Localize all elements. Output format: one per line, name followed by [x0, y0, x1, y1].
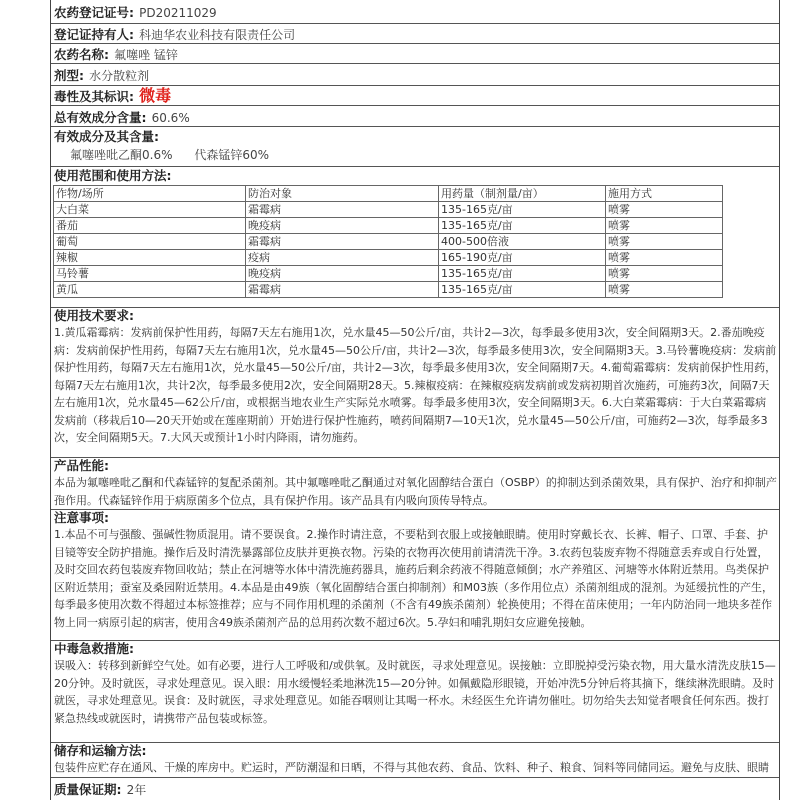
caution-text: 1.本品不可与强酸、强碱性物质混用。请不要误食。2.操作时请注意，不要粘到衣服上或接触眼睛。使用时穿戴长衣、长裤、帽子、口罩、手套、护目镜等安全防护措施。操作后及时清洗暴露部位皮肤并更换衣物。污染的衣物再次使用前请清洗干净。3.农药包装废弃物不得随意丢弃或自行处置，及时交回农药包装废弃物回收站；禁止在河塘等水体中清洗施药器具，施药后剩余药液不得随意倾倒；水产养殖区、河塘等水体附近禁用。鸟类保护区附近禁用；蚕室及桑园附近禁用。4.本品是由49族（氧化固醇结合蛋白抑制剂）和M03族（多作用位点）杀菌剂组成的混剂。为延缓抗性的产生，每季最多使用次数不得超过本标签推荐；应与不同作用机理的杀菌剂（不含有49族杀菌剂）轮换使用；不得在苗床使用；一年内防治同一地块多茬作物上同一病原引起的病害，使用含49族杀菌剂产品的总用药次数不超过6次。5.孕妇和哺乳期妇女应避免接触。	[54, 528, 773, 629]
storage-section	[51, 743, 779, 778]
reg-no-value: PD20211029	[139, 6, 217, 20]
total-content-value: 60.6%	[151, 111, 190, 125]
table-cell: 晚疫病	[246, 266, 439, 282]
total-content-row	[51, 106, 779, 127]
table-cell: 黄瓜	[54, 282, 246, 298]
table-cell: 135-165克/亩	[439, 202, 606, 218]
table-row	[54, 218, 723, 234]
table-row	[54, 234, 723, 250]
table-cell: 喷雾	[606, 234, 723, 250]
form-label: 剂型:	[54, 68, 84, 83]
caution-label: 注意事项:	[54, 510, 109, 525]
toxicity-value: 微毒	[139, 86, 172, 105]
table-cell: 霜霉病	[246, 282, 439, 298]
toxicity-label: 毒性及其标识:	[54, 89, 134, 104]
table-header-row	[54, 186, 723, 202]
table-cell: 葡萄	[54, 234, 246, 250]
holder-label: 登记证持有人:	[54, 27, 134, 42]
table-row	[54, 250, 723, 266]
first-aid-section	[51, 641, 779, 743]
reg-no-row	[51, 0, 779, 24]
tech-text: 1.黄瓜霜霉病：发病前保护性用药，每隔7天左右施用1次，兑水量45—50公斤/亩，共计2—3次，每季最多使用3次，安全间隔期3天。2.番茄晚疫病：发病前保护性用药，每隔7天左右施用1次，兑水量45—50公斤/亩，共计2—3次，每季最多使用3次，安全间隔期3天。3.马铃薯晚疫病：发病前保护性用药，每隔7天左右施用1次，兑水量45—50公斤/亩，共计2—3次，每季最多使用3次，安全间隔期7天。4.葡萄霜霉病：发病前保护性用药，每隔7天左右施用1次，共计2次，每季最多使用2次，安全间隔期28天。5.辣椒疫病：在辣椒疫病发病前或发病初期首次施药，可施药3次，间隔7天左右施用1次，兑水量45—62公斤/亩，或根据当地农业生产实际兑水喷雾。每季最多使用3次，安全间隔期3天。6.大白菜霜霉病：于大白菜霜霉病发病前（移栽后10—20天开始或在莲座期前）开始进行保护性施药，喷药间隔期7—10天1次，兑水量45—50公斤/亩，可施药2—3次，每季最多3次，安全间隔期5天。7.大风天或预计1小时内降雨，请勿施药。	[54, 326, 777, 444]
shelf-life-label: 质量保证期:	[54, 782, 122, 797]
ingredient-item: 代森锰锌60%	[194, 148, 270, 162]
name-row	[51, 44, 779, 64]
storage-text: 包装件应贮存在通风、干燥的库房中。贮运时，严防潮湿和日晒，不得与其他农药、食品、饮料、种子、粮食、饲料等同储同运。避免与皮肤、眼睛	[54, 761, 769, 774]
shelf-life-value: 2年	[126, 783, 147, 797]
storage-label: 储存和运输方法:	[54, 743, 147, 758]
tech-section	[51, 308, 779, 458]
ingredients-list	[54, 145, 779, 165]
table-cell: 大白菜	[54, 202, 246, 218]
table-row	[54, 266, 723, 282]
table-header: 施用方式	[606, 186, 723, 202]
performance-section	[51, 458, 779, 510]
name-label: 农药名称:	[54, 47, 109, 62]
table-cell: 霜霉病	[246, 234, 439, 250]
performance-text: 本品为氟噻唑吡乙酮和代森锰锌的复配杀菌剂。其中氟噻唑吡乙酮通过对氧化固醇结合蛋白（OSBP）的抑制达到杀菌效果，具有保护、治疗和抑制产孢作用。代森锰锌作用于病原菌多个位点，具有保护作用。该产品具有内吸向顶传导特点。	[54, 476, 777, 507]
first-aid-text: 误吸入：转移到新鲜空气处。如有必要，进行人工呼吸和/或供氧。及时就医，寻求处理意见。误接触：立即脱掉受污染衣物，用大量水清洗皮肤15—20分钟。及时就医，寻求处理意见。误入眼：用水缓慢轻柔地淋洗15—20分钟。如佩戴隐形眼镜，开始冲洗5分钟后将其摘下，继续淋洗眼睛。及时就医，寻求处理意见。误食：及时就医，寻求处理意见。如能吞咽则让其喝一杯水。未经医生允许请勿催吐。切勿给失去知觉者喂食任何东西。拨打紧急热线或就医时，请携带产品包装或标签。	[54, 659, 776, 725]
table-header: 防治对象	[246, 186, 439, 202]
label-document	[50, 0, 780, 800]
table-cell: 喷雾	[606, 218, 723, 234]
table-cell: 165-190克/亩	[439, 250, 606, 266]
table-header: 作物/场所	[54, 186, 246, 202]
table-cell: 晚疫病	[246, 218, 439, 234]
table-cell: 霜霉病	[246, 202, 439, 218]
performance-label: 产品性能:	[54, 458, 109, 473]
form-row	[51, 64, 779, 86]
table-cell: 辣椒	[54, 250, 246, 266]
first-aid-label: 中毒急救措施:	[54, 641, 134, 656]
ingredients-label: 有效成分及其含量:	[54, 129, 159, 144]
name-value: 氟噻唑 锰锌	[114, 48, 178, 62]
usage-label: 使用范围和使用方法:	[54, 168, 172, 183]
table-cell: 喷雾	[606, 250, 723, 266]
ingredient-item: 氟噻唑吡乙酮0.6%	[70, 148, 173, 162]
holder-value: 科迪华农业科技有限责任公司	[139, 28, 296, 42]
toxicity-row	[51, 86, 779, 106]
table-cell: 马铃薯	[54, 266, 246, 282]
ingredients-row	[51, 127, 779, 167]
table-row	[54, 202, 723, 218]
form-value: 水分散粒剂	[89, 69, 150, 83]
table-cell: 135-165克/亩	[439, 266, 606, 282]
shelf-life-row	[51, 778, 779, 800]
holder-row	[51, 24, 779, 44]
table-cell: 番茄	[54, 218, 246, 234]
table-header: 用药量（制剂量/亩）	[439, 186, 606, 202]
table-cell: 400-500倍液	[439, 234, 606, 250]
tech-label: 使用技术要求:	[54, 308, 134, 323]
usage-table	[53, 185, 723, 298]
table-cell: 疫病	[246, 250, 439, 266]
table-cell: 喷雾	[606, 202, 723, 218]
caution-section	[51, 510, 779, 641]
table-cell: 135-165克/亩	[439, 218, 606, 234]
reg-no-label: 农药登记证号:	[54, 5, 134, 20]
table-cell: 135-165克/亩	[439, 282, 606, 298]
table-cell: 喷雾	[606, 282, 723, 298]
table-cell: 喷雾	[606, 266, 723, 282]
total-content-label: 总有效成分含量:	[54, 110, 147, 125]
table-row	[54, 282, 723, 298]
